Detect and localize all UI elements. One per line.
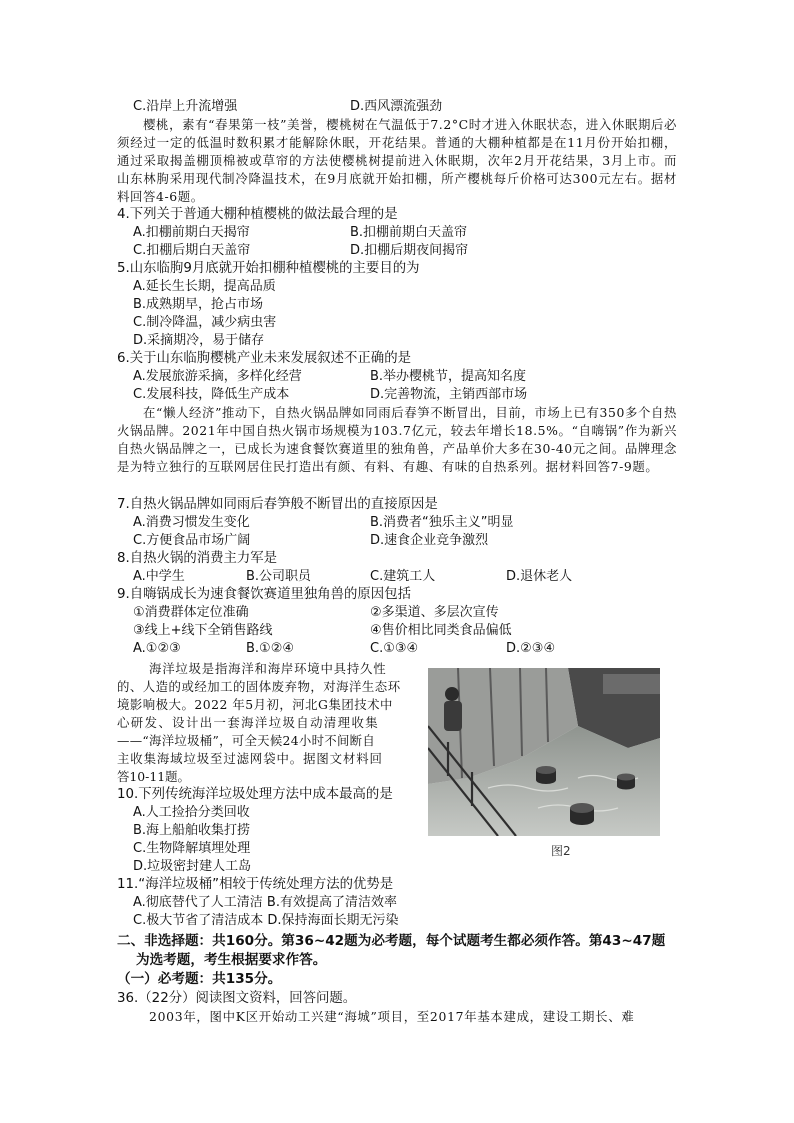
passage-ocean-line-6: 主收集海域垃圾至过滤网袋中。据图文材料回 [117,751,383,766]
q10-option-d: D.垃圾密封建人工岛 [133,859,252,874]
q5-option-d: D.采摘期冷，易于储存 [133,333,265,348]
q4-option-b: B.扣棚前期白天盖帘 [350,225,468,240]
ocean-trash-bin-photo [428,668,660,836]
section-2-heading: 二、非选择题：共160分。第36~42题为必考题，每个试题考生都必须作答。第43~47题 [117,933,666,949]
q5-stem: 5.山东临朐9月底就开始扣棚种植樱桃的主要目的为 [117,261,420,276]
q11-options-ab: A.彻底替代了人工清洁 B.有效提高了清洁效率 [133,895,397,910]
passage-ocean-line-1: 海洋垃圾是指海洋和海岸环境中具持久性 [149,661,387,676]
q6-option-d: D.完善物流，主销西部市场 [370,387,528,402]
q9-statement-4: ④售价相比同类食品偏低 [370,623,512,638]
passage-ocean-line-5: ——“海洋垃圾桶”，可全天候24小时不间断自 [117,733,376,748]
q7-option-a: A.消费习惯发生变化 [133,515,250,530]
q3-option-d: D.西风漂流强劲 [350,99,443,114]
passage-ocean-line-3: 境影响极大。2022 年5月初，河北G集团技术中 [117,697,393,712]
q7-option-c: C.方便食品市场广阔 [133,533,251,548]
q8-stem: 8.自热火锅的消费主力军是 [117,551,278,566]
q9-stem: 9.自嗨锅成长为速食餐饮赛道里独角兽的原因包括 [117,587,411,602]
q6-stem: 6.关于山东临朐樱桃产业未来发展叙述不正确的是 [117,351,411,366]
q9-option-d: D.②③④ [506,641,556,656]
q3-option-c: C.沿岸上升流增强 [133,99,238,114]
q6-option-a: A.发展旅游采摘，多样化经营 [133,369,302,384]
q8-option-a: A.中学生 [133,569,185,584]
passage-cherry [117,116,677,206]
q7-stem: 7.自热火锅品牌如同雨后春笋般不断冒出的直接原因是 [117,497,438,512]
q9-statement-3: ③线上+线下全销售路线 [133,623,273,638]
section-2-heading-cont: 为选考题，考生根据要求作答。 [136,952,327,968]
q36-text: 2003年，图中K区开始动工兴建“海城”项目，至2017年基本建成，建设工期长、难 [149,1009,635,1024]
q9-option-c: C.①③④ [370,641,419,656]
q4-stem: 4.下列关于普通大棚种植樱桃的做法最合理的是 [117,207,398,222]
q5-option-b: B.成熟期早，抢占市场 [133,297,264,312]
q10-option-b: B.海上船舶收集打捞 [133,823,251,838]
passage-ocean-line-4: 心研发、设计出一套海洋垃圾自动清理收集 [117,715,380,730]
q6-option-b: B.举办樱桃节，提高知名度 [370,369,527,384]
q11-stem: 11.“海洋垃圾桶”相较于传统处理方法的优势是 [117,877,394,892]
q8-option-d: D.退休老人 [506,569,573,584]
q8-option-c: C.建筑工人 [370,569,436,584]
q9-option-a: A.①②③ [133,641,181,656]
q9-statement-1: ①消费群体定位准确 [133,605,249,620]
q10-option-a: A.人工捡拾分类回收 [133,805,250,820]
q11-options-cd: C.极大节省了清洁成本 D.保持海面长期无污染 [133,913,399,928]
q7-option-d: D.速食企业竞争激烈 [370,533,489,548]
passage-ocean-line-2: 的、人造的或经加工的固体废弃物，对海洋生态环 [117,679,401,694]
passage-hotpot [117,404,677,476]
q6-option-c: C.发展科技，降低生产成本 [133,387,290,402]
q9-statement-2: ②多渠道、多层次宣传 [370,605,499,620]
required-subsection-heading: （一）必考题：共135分。 [117,971,282,987]
q36-stem: 36.（22分）阅读图文资料，回答问题。 [117,991,357,1006]
figure-caption: 图2 [551,844,571,858]
q4-option-d: D.扣棚后期夜间揭帘 [350,243,469,258]
q10-stem: 10.下列传统海洋垃圾处理方法中成本最高的是 [117,787,393,802]
passage-cherry-text: 樱桃，素有“春果第一枝”美誉，樱桃树在气温低于7.2°C时才进入休眠状态，进入休眠期后必须经过一定的低温时数积累才能解除休眠，开花结果。普通的大棚种植都是在11月份开始扣棚，通过采取揭盖棚顶棉被或草帘的方法使樱桃树提前进入休眠期，次年2月开花结果，3月上市。而山东林朐采用现代制冷降温技术，在9月底就开始扣棚，所产樱桃每斤价格可达300元左右。据材料回答4-6题。 [117,117,677,204]
q8-option-b: B.公司职员 [246,569,312,584]
q7-option-b: B.消费者“独乐主义”明显 [370,515,514,530]
q9-option-b: B.①②④ [246,641,295,656]
q4-option-a: A.扣棚前期白天揭帘 [133,225,250,240]
q4-option-c: C.扣棚后期白天盖帘 [133,243,251,258]
passage-hotpot-text: 在“懒人经济”推动下，自热火锅品牌如同雨后春笋不断冒出，目前，市场上已有350多个自热火锅品牌。2021年中国自热火锅市场规模为103.7亿元，较去年增长18.5%。“自嗨锅”作为新兴自热火锅品牌之一，已成长为速食餐饮赛道里的独角兽，产品单价大多在30-40元之间。品牌理念是为特立独行的互联网居住民打造出有颜、有料、有趣、有味的自热系列。据材料回答7-9题。 [117,405,677,474]
q10-option-c: C.生物降解填埋处理 [133,841,251,856]
q5-option-a: A.延长生长期，提高品质 [133,279,276,294]
passage-ocean-line-7: 答10-11题。 [117,769,190,784]
q5-option-c: C.制冷降温，减少病虫害 [133,315,277,330]
